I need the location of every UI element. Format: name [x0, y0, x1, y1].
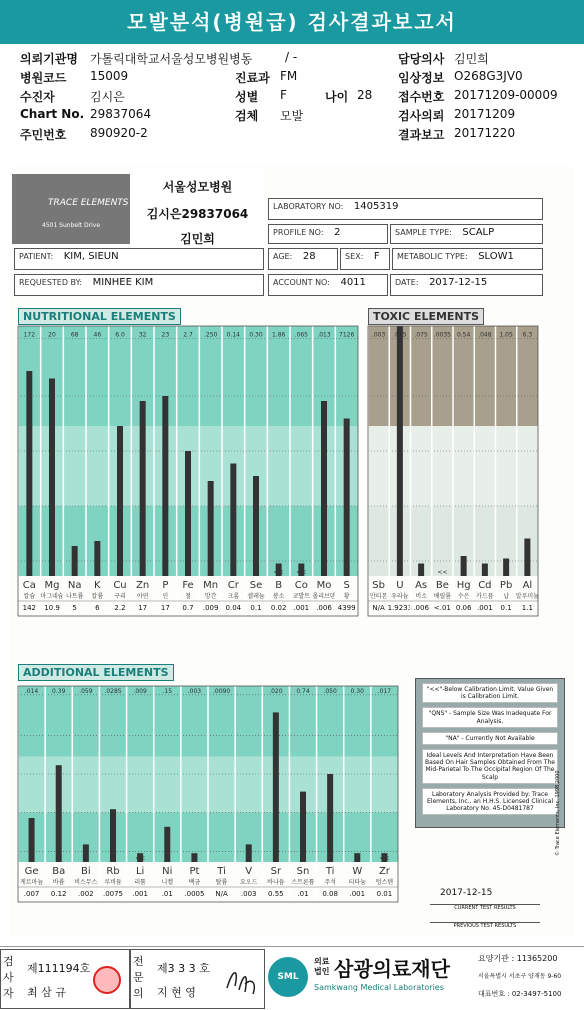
- element-symbol: P: [162, 580, 169, 591]
- org-name: 삼광의료재단: [334, 957, 450, 981]
- logo-text: TRACE ELEMENTS: [48, 198, 129, 208]
- element-korean: 바나듐: [267, 879, 285, 886]
- label-test-request: 검사의뢰: [398, 109, 445, 123]
- bar-ni: [164, 827, 170, 862]
- org-name-en: Samkwang Medical Laboratories: [314, 983, 444, 992]
- element-korean: 황: [343, 593, 350, 600]
- lab-no-box: [268, 198, 543, 220]
- element-symbol: Zn: [136, 580, 150, 591]
- result-value: 0.12: [50, 890, 67, 898]
- element-korean: 텅스텐: [375, 879, 394, 886]
- result-value: 4399: [337, 604, 356, 612]
- label-receipt-no: 접수번호: [398, 90, 445, 104]
- below-limit-flag: <<: [437, 569, 448, 576]
- specialist-box: [130, 949, 265, 1009]
- bar-mg: [49, 379, 55, 577]
- tick-label: 172: [23, 331, 36, 339]
- element-korean: 탈륨: [215, 879, 228, 886]
- examiner-license: 제111194호: [27, 962, 91, 975]
- tick-label: 0.39: [52, 687, 66, 695]
- result-value: 0.55: [268, 890, 284, 898]
- tick-label: 6.3: [522, 331, 533, 339]
- element-korean: 루비듐: [104, 879, 122, 886]
- metabolic-box: [392, 248, 543, 270]
- element-symbol: U: [396, 580, 404, 591]
- element-symbol: Bi: [81, 866, 91, 877]
- bar-u: [397, 326, 403, 576]
- tick-label: 6.0: [115, 331, 125, 339]
- value-ward: / -: [285, 50, 298, 64]
- sample-type-value: SCALP: [462, 227, 495, 238]
- value-sex: F: [280, 88, 287, 102]
- stamp-doctor: 김민희: [180, 232, 215, 246]
- element-korean: 리튬: [134, 879, 146, 886]
- profile-no-label: PROFILE NO:: [273, 228, 324, 237]
- element-korean: 티타늄: [348, 879, 366, 886]
- tick-label: 32: [138, 331, 147, 339]
- result-value: 10.9: [44, 604, 60, 612]
- info-row: [20, 88, 570, 107]
- info-row: [20, 69, 570, 88]
- tick-label: .050: [323, 687, 337, 695]
- sheet-sex-value: F: [373, 251, 380, 262]
- label-requesting-inst: 의뢰기관명: [20, 52, 78, 66]
- bar-rb: [110, 809, 116, 862]
- element-korean: 바륨: [52, 879, 65, 886]
- result-value: 0.1: [250, 604, 262, 612]
- element-symbol: Se: [249, 580, 263, 591]
- date-value: 2017-12-15: [429, 277, 488, 288]
- nutritional-chart: [10, 320, 362, 622]
- result-value: 17: [160, 604, 170, 612]
- tick-label: .014: [24, 687, 39, 695]
- element-symbol: Hg: [456, 580, 471, 591]
- result-value: 142: [22, 604, 37, 612]
- element-symbol: Ti: [325, 866, 335, 877]
- element-symbol: Al: [522, 580, 533, 591]
- value-patient: 김시은: [90, 90, 125, 104]
- value-requesting-inst: 가톨릭대학교서울성모병원병동: [90, 52, 253, 66]
- tick-label: 23: [161, 331, 170, 339]
- element-symbol: Cu: [113, 580, 127, 591]
- tick-label: .020: [269, 687, 283, 695]
- element-symbol: W: [352, 866, 363, 877]
- signature-footer: [0, 946, 584, 1010]
- element-korean: 몰리브덴: [312, 593, 336, 600]
- tick-label: 68: [70, 331, 79, 339]
- sml-logo-block: [268, 951, 578, 1007]
- value-hospital-code: 15009: [90, 69, 129, 83]
- bar-as: [418, 564, 424, 577]
- sheet-patient-label: PATIENT:: [19, 252, 54, 261]
- element-korean: 칼륨: [91, 593, 104, 600]
- element-symbol: Fe: [182, 580, 194, 591]
- result-value: N/A: [372, 604, 385, 612]
- tick-label: 2.7: [183, 331, 193, 339]
- element-symbol: As: [415, 580, 428, 591]
- bar-mo: [321, 401, 327, 576]
- patient-box: [14, 248, 264, 270]
- tick-label: 20: [48, 331, 56, 339]
- bar-pb: [503, 559, 509, 577]
- result-value: .002: [78, 890, 94, 898]
- below-limit-flag: <<: [135, 855, 146, 862]
- element-symbol: Cd: [478, 580, 492, 591]
- legend-note: "QNS" - Sample Size Was Inadequate For Analysis.: [422, 707, 558, 727]
- tick-label: .0090: [212, 687, 231, 695]
- sml-icon: SML: [268, 957, 308, 997]
- element-korean: 붕소: [272, 593, 285, 600]
- label-clinical-info: 임상정보: [398, 71, 445, 85]
- tick-label: 7126: [339, 331, 355, 339]
- tick-label: 0.30: [350, 687, 364, 695]
- label-result-report: 결과보고: [398, 128, 445, 142]
- bar-hg: [461, 556, 467, 576]
- org-address: 서울특별시 서초구 양재동 9-60: [478, 973, 562, 980]
- sheet-age-label: AGE:: [273, 252, 293, 261]
- tick-label: 0.30: [249, 331, 263, 339]
- element-symbol: Ni: [162, 866, 173, 877]
- tick-label: .009: [133, 687, 147, 695]
- account-value: 4011: [340, 277, 366, 288]
- result-value: 1.9233: [387, 604, 413, 612]
- result-value: .001: [349, 890, 366, 898]
- sheet-sex-label: SEX:: [345, 252, 364, 261]
- result-value: .01: [161, 890, 173, 898]
- specialist-label: 전문의: [133, 955, 144, 1000]
- result-value: .009: [202, 604, 219, 612]
- label-resident-no: 주민번호: [20, 128, 67, 142]
- element-symbol: Ti: [217, 866, 226, 877]
- examiner-seal: [93, 966, 121, 994]
- org-type: 의료법인: [314, 957, 330, 976]
- result-value: 0.02: [270, 604, 287, 612]
- examiner-label: 검사자: [3, 955, 14, 1000]
- element-symbol: K: [94, 580, 101, 591]
- bar-ba: [56, 765, 62, 862]
- lab-no-value: 1405319: [353, 201, 399, 212]
- age-box: [268, 248, 338, 270]
- label-specimen: 검체: [235, 109, 259, 123]
- result-value: .006: [413, 604, 429, 612]
- info-row: [20, 126, 570, 145]
- tick-label: .003: [187, 687, 202, 695]
- tick-label: .003: [371, 331, 386, 339]
- bar-ge: [29, 818, 35, 862]
- element-korean: 게르마늄: [19, 879, 44, 886]
- element-korean: 베릴륨: [433, 593, 452, 600]
- element-korean: 납: [503, 593, 510, 600]
- account-box: [268, 274, 388, 296]
- element-symbol: Mo: [316, 580, 332, 591]
- element-symbol: Mn: [203, 580, 219, 591]
- value-receipt-no: 20171209-00009: [454, 88, 558, 102]
- bar-w: [354, 853, 360, 862]
- additional-chart: [10, 678, 405, 918]
- result-value: 0.1: [500, 604, 512, 612]
- label-hospital-code: 병원코드: [20, 71, 67, 85]
- result-value: 5: [72, 604, 77, 612]
- result-value: .006: [316, 604, 332, 612]
- element-korean: 비스무스: [74, 879, 98, 886]
- element-korean: 카드뮴: [476, 593, 494, 600]
- stamp-hospital: 서울성모병원: [162, 180, 233, 194]
- result-value: .001: [132, 890, 148, 898]
- element-korean: 요오드: [240, 879, 258, 886]
- result-value: 0.06: [455, 604, 472, 612]
- result-value: <.01: [433, 604, 451, 612]
- info-row: [20, 50, 570, 69]
- element-korean: 인: [162, 593, 169, 600]
- current-label: CURRENT TEST RESULTS: [430, 904, 540, 911]
- element-symbol: Ge: [24, 866, 39, 877]
- element-korean: 안티몬: [369, 593, 388, 600]
- footer-date: 2017-12-15: [440, 888, 493, 898]
- element-korean: 백금: [188, 879, 201, 886]
- tick-label: .048: [478, 331, 492, 339]
- legend-note: "NA" - Currently Not Available: [422, 732, 558, 745]
- bar-cu: [117, 426, 123, 576]
- result-value: 17: [138, 604, 148, 612]
- bar-sr: [273, 712, 279, 862]
- bar-al: [524, 539, 530, 577]
- result-value: 0.04: [225, 604, 242, 612]
- value-doctor: 김민희: [454, 52, 489, 66]
- requested-value: MINHEE KIM: [92, 277, 154, 288]
- element-symbol: Co: [294, 580, 308, 591]
- bar-p: [162, 396, 168, 576]
- bar-ti: [327, 774, 333, 862]
- element-korean: 알루미늄: [515, 593, 539, 600]
- result-value: .001: [477, 604, 493, 612]
- copyright: © Trace Elements, Inc. 1998,2000: [555, 770, 561, 856]
- info-row: [20, 107, 570, 126]
- toxic-title: TOXIC ELEMENTS: [368, 308, 484, 325]
- element-korean: 비소: [415, 593, 427, 600]
- tick-label: .250: [203, 331, 218, 339]
- label-doctor: 담당의사: [398, 52, 445, 66]
- element-symbol: Sn: [296, 866, 310, 877]
- bar-sn: [300, 792, 306, 862]
- element-symbol: Na: [67, 580, 82, 591]
- result-value: .01: [297, 890, 309, 898]
- sheet-patient-value: KIM, SIEUN: [63, 251, 119, 262]
- tick-label: 46: [93, 331, 102, 339]
- profile-no-value: 2: [334, 227, 341, 238]
- result-value: .007: [23, 890, 40, 898]
- value-chart-no: 29837064: [90, 107, 152, 121]
- requested-box: [14, 274, 264, 296]
- patient-info: [20, 50, 570, 145]
- label-department: 진료과: [235, 71, 270, 85]
- result-value: 1.1: [521, 604, 533, 612]
- logo-address: 4501 Sunbelt Drive: [42, 222, 101, 229]
- below-limit-flag: <<: [296, 569, 307, 576]
- result-value: .0005: [184, 890, 205, 898]
- legend-note: Ideal Levels And Interpretation Have Been Based On Hair Samples Obtained From The Mid-Parietal To The Occipital Region Of The Scalp: [422, 749, 558, 784]
- tick-label: 0.14: [226, 331, 241, 339]
- element-korean: 수은: [457, 593, 470, 600]
- tick-label: 0.74: [296, 687, 310, 695]
- bar-mn: [208, 481, 214, 576]
- specialist-signature: [223, 964, 261, 998]
- date-label: DATE:: [395, 278, 419, 287]
- element-symbol: Li: [135, 866, 145, 877]
- result-value: 2.2: [114, 604, 126, 612]
- report-title: 모발분석(병원급) 검사결과보고서: [0, 0, 584, 44]
- element-symbol: Pb: [499, 580, 513, 591]
- value-test-request: 20171209: [454, 107, 516, 121]
- result-value: .0075: [102, 890, 124, 898]
- bar-zn: [140, 401, 146, 576]
- element-korean: 구리: [114, 593, 126, 600]
- bar-s: [344, 419, 350, 577]
- element-korean: 크롬: [227, 593, 240, 600]
- element-symbol: S: [343, 580, 350, 591]
- element-symbol: Sb: [372, 580, 385, 591]
- result-value: 0.08: [322, 890, 338, 898]
- element-symbol: V: [245, 866, 253, 877]
- account-label: ACCOUNT NO:: [273, 278, 330, 287]
- metabolic-value: SLOW1: [478, 251, 514, 262]
- element-korean: 철: [185, 593, 191, 600]
- element-symbol: Cr: [227, 580, 239, 591]
- tick-label: .059: [79, 687, 93, 695]
- bar-fe: [185, 451, 191, 576]
- element-korean: 마그네슘: [40, 593, 64, 600]
- element-korean: 코발트: [292, 593, 311, 600]
- org-code: 요양기관 : 11365200: [478, 954, 558, 963]
- bar-v: [246, 844, 252, 862]
- below-limit-flag: <<: [273, 569, 284, 576]
- result-value: 6: [95, 604, 100, 612]
- element-symbol: Ba: [52, 866, 66, 877]
- tick-label: .075: [414, 331, 428, 339]
- bar-ca: [26, 371, 32, 576]
- bar-pt: [191, 853, 197, 862]
- value-age: 28: [357, 88, 373, 102]
- element-korean: 아연: [136, 593, 149, 600]
- metabolic-label: METABOLIC TYPE:: [397, 252, 468, 261]
- result-value: 0.01: [376, 890, 393, 898]
- profile-no-box: [268, 224, 388, 244]
- additional-title: ADDITIONAL ELEMENTS: [18, 664, 174, 681]
- value-result-report: 20171220: [454, 126, 516, 140]
- element-symbol: Ca: [22, 580, 36, 591]
- tick-label: 1.86: [271, 331, 286, 339]
- element-symbol: Be: [435, 580, 449, 591]
- element-korean: 칼슘: [23, 593, 36, 600]
- element-korean: 나트륨: [65, 593, 84, 600]
- element-symbol: Zr: [378, 866, 390, 877]
- legend-note: Laboratory Analysis Provided by: Trace Elements, Inc., an H.H.S. Licensed Clinical Laboratory No. 45-D0481787: [422, 788, 558, 816]
- bar-cd: [482, 564, 488, 577]
- value-specimen: 모발: [280, 109, 304, 123]
- bar-bi: [83, 844, 89, 862]
- tick-label: .017: [377, 687, 392, 695]
- tick-label: 1.05: [499, 331, 513, 339]
- tick-label: .065: [393, 331, 407, 339]
- element-symbol: B: [275, 580, 283, 591]
- value-clinical-info: O268G3JV0: [454, 69, 523, 83]
- tick-label: 0.54: [456, 331, 471, 339]
- element-korean: 니켈: [161, 879, 174, 886]
- element-korean: 우라늄: [391, 593, 409, 600]
- specialist-license: 제3 3 3 호: [157, 962, 210, 975]
- value-resident-no: 890920-2: [90, 126, 148, 140]
- bar-k: [94, 541, 100, 576]
- sample-type-label: SAMPLE TYPE:: [395, 228, 452, 237]
- element-korean: 셀레늄: [247, 593, 265, 600]
- element-symbol: Mg: [44, 580, 60, 591]
- tick-label: .013: [317, 331, 331, 339]
- specialist-name: 지 현 영: [157, 986, 196, 999]
- lab-no-label: LABORATORY NO:: [273, 202, 344, 211]
- element-korean: 스트론튬: [291, 879, 315, 886]
- sheet-age-value: 28: [302, 251, 316, 262]
- tick-label: .0285: [104, 687, 122, 695]
- stamp-patient: 김시은29837064: [146, 207, 249, 221]
- label-chart-no: Chart No.: [20, 107, 85, 121]
- result-value: 0.7: [182, 604, 194, 612]
- label-age: 나이: [325, 90, 349, 104]
- sex-box: [340, 248, 390, 270]
- label-sex: 성별: [235, 90, 259, 104]
- element-symbol: Sr: [270, 866, 282, 877]
- element-korean: 주석: [324, 879, 336, 886]
- tick-label: .15: [162, 687, 173, 695]
- lab-report-sheet: [10, 166, 574, 936]
- trace-elements-logo: [12, 174, 132, 244]
- requested-label: REQUESTED BY:: [19, 278, 83, 287]
- result-value: .001: [293, 604, 310, 612]
- result-value: .003: [240, 890, 257, 898]
- bar-na: [72, 546, 78, 576]
- element-symbol: Rb: [106, 866, 120, 877]
- org-tel: 대표번호 : 02-3497-5100: [478, 990, 562, 998]
- below-limit-flag: <<: [379, 855, 390, 862]
- previous-label: PREVIOUS TEST RESULTS: [430, 922, 540, 929]
- bar-cr: [230, 464, 236, 577]
- result-value: N/A: [215, 890, 228, 898]
- nutritional-title: NUTRITIONAL ELEMENTS: [18, 308, 181, 325]
- element-symbol: Pt: [189, 866, 200, 877]
- date-box: [390, 274, 543, 296]
- bar-se: [253, 476, 259, 576]
- examiner-name: 최 삼 규: [27, 986, 66, 999]
- value-department: FM: [280, 69, 298, 83]
- sample-type-box: [390, 224, 543, 244]
- tick-label: .0035: [433, 331, 451, 339]
- element-korean: 망간: [204, 593, 217, 600]
- legend-box: [415, 678, 565, 828]
- examiner-box: [0, 949, 130, 1009]
- label-patient: 수진자: [20, 90, 55, 104]
- legend-note: "<<"-Below Calibration Limit. Value Given is Calibration Limit.: [422, 683, 558, 703]
- hospital-stamp: [130, 168, 265, 248]
- tick-label: .065: [294, 331, 309, 339]
- toxic-chart: [362, 320, 574, 622]
